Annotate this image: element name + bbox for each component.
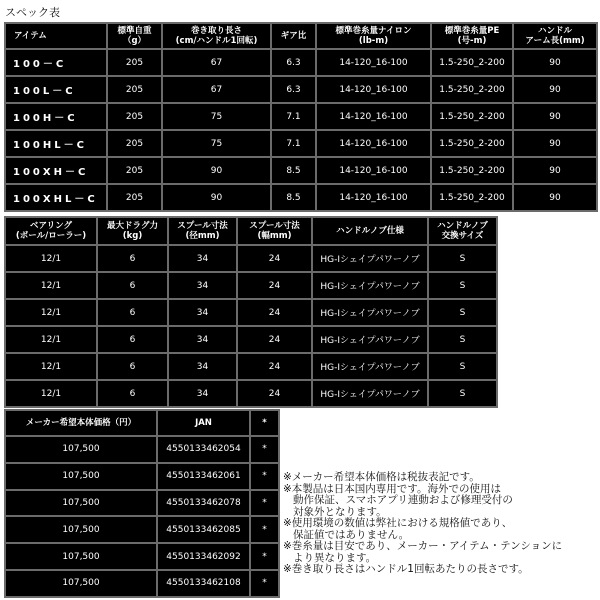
note-line: より異なります。 xyxy=(293,551,377,564)
table-cell: 8.5 xyxy=(271,184,316,211)
table-cell: 12/1 xyxy=(5,380,97,407)
column-header xyxy=(97,217,168,245)
table-cell: 14-120_16-100 xyxy=(316,130,431,157)
table-cell: 100HL－C xyxy=(5,130,107,157)
column-header-line: 標準巻糸量PE xyxy=(444,26,500,36)
note-line: ※巻糸量は目安であり、メーカー・アイテム・テンションに xyxy=(283,540,563,552)
table-row xyxy=(5,103,597,130)
table-cell: 100XHL－C xyxy=(5,184,107,211)
table-cell: * xyxy=(250,490,279,517)
table-cell: HG-Iシェイプパワーノブ xyxy=(312,299,428,326)
table-cell: S xyxy=(428,272,497,299)
table-cell: S xyxy=(428,299,497,326)
table-cell: 8.5 xyxy=(271,157,316,184)
spec-table-reel-parts xyxy=(4,216,498,408)
table-cell: 7.1 xyxy=(271,130,316,157)
table-cell: HG-Iシェイプパワーノブ xyxy=(312,245,428,272)
column-header-line: ベアリング xyxy=(30,221,72,231)
header-row xyxy=(5,23,597,49)
column-header-line: (号-m) xyxy=(457,36,487,46)
table-cell: 24 xyxy=(237,272,312,299)
table-cell: 34 xyxy=(168,272,237,299)
column-header xyxy=(513,23,597,49)
table-cell: 14-120_16-100 xyxy=(316,157,431,184)
table-cell: 14-120_16-100 xyxy=(316,49,431,76)
table-cell: 107,500 xyxy=(5,516,157,543)
column-header-line: (幅mm) xyxy=(257,231,292,241)
table-cell: 1.5-250_2-200 xyxy=(431,76,513,103)
table-row xyxy=(5,326,497,353)
table-cell: 1.5-250_2-200 xyxy=(431,157,513,184)
table-cell: 14-120_16-100 xyxy=(316,76,431,103)
table-cell: 4550133462108 xyxy=(157,570,250,597)
table-cell: 34 xyxy=(168,245,237,272)
table-cell: 34 xyxy=(168,299,237,326)
table-cell: 90 xyxy=(162,157,271,184)
table-row xyxy=(5,49,597,76)
table-cell: 24 xyxy=(237,353,312,380)
table-cell: 205 xyxy=(107,157,162,184)
table-row xyxy=(5,436,279,463)
table-cell: * xyxy=(250,543,279,570)
notes-block xyxy=(283,472,600,576)
table-cell: 67 xyxy=(162,76,271,103)
column-header: * xyxy=(250,410,279,436)
table-cell: 24 xyxy=(237,299,312,326)
table-cell: S xyxy=(428,245,497,272)
note-line: 保証値ではありません。 xyxy=(293,528,410,541)
column-header-line: (lb-m) xyxy=(358,36,389,46)
table-cell: 1.5-250_2-200 xyxy=(431,49,513,76)
column-header xyxy=(107,23,162,49)
column-header-line: (径mm) xyxy=(185,231,220,241)
table-row xyxy=(5,463,279,490)
table-cell: 100L－C xyxy=(5,76,107,103)
column-header-line: スプール寸法 xyxy=(249,221,300,231)
column-header xyxy=(162,23,271,49)
table-cell: 107,500 xyxy=(5,490,157,517)
column-header-line: ハンドルノブ xyxy=(437,221,488,231)
header-row xyxy=(5,217,497,245)
table-cell: 1.5-250_2-200 xyxy=(431,184,513,211)
table-cell: 107,500 xyxy=(5,436,157,463)
column-header xyxy=(312,217,428,245)
table-cell: * xyxy=(250,463,279,490)
table-cell: 90 xyxy=(513,130,597,157)
table-cell: 6 xyxy=(97,299,168,326)
column-header-line: 巻き取り長さ xyxy=(190,26,242,36)
column-header-line: 交換サイズ xyxy=(441,231,484,241)
column-header-line: 標準巻糸量ナイロン xyxy=(335,26,412,36)
column-header-line: ハンドル xyxy=(537,26,572,36)
column-header xyxy=(428,217,497,245)
note-line: ※本製品は日本国内専用です。海外での使用は xyxy=(283,482,501,495)
table-cell: 107,500 xyxy=(5,463,157,490)
column-header xyxy=(5,217,97,245)
table-row xyxy=(5,272,497,299)
table-row xyxy=(5,184,597,211)
table-cell: 14-120_16-100 xyxy=(316,103,431,130)
page-title: スペック表 xyxy=(5,6,60,19)
table-cell: 90 xyxy=(513,103,597,130)
spec-table-main xyxy=(4,22,598,212)
column-header-line: (ボール/ローラー) xyxy=(15,231,87,241)
table-cell: 14-120_16-100 xyxy=(316,184,431,211)
table-cell: 67 xyxy=(162,49,271,76)
column-header xyxy=(271,23,316,49)
table-cell: HG-Iシェイプパワーノブ xyxy=(312,353,428,380)
table-cell: * xyxy=(250,516,279,543)
table-cell: 205 xyxy=(107,130,162,157)
table-cell: 90 xyxy=(513,184,597,211)
table-cell: 4550133462061 xyxy=(157,463,250,490)
table-cell: 6 xyxy=(97,380,168,407)
table-cell: 34 xyxy=(168,353,237,380)
column-header xyxy=(5,23,107,49)
table-cell: HG-Iシェイプパワーノブ xyxy=(312,326,428,353)
table-cell: 12/1 xyxy=(5,245,97,272)
column-header: JAN xyxy=(157,410,250,436)
table-cell: 24 xyxy=(237,245,312,272)
table-cell: 6 xyxy=(97,353,168,380)
table-row xyxy=(5,76,597,103)
table-cell: 12/1 xyxy=(5,299,97,326)
table-cell: 4550133462078 xyxy=(157,490,250,517)
table-cell: 100H－C xyxy=(5,103,107,130)
table-cell: 100XH－C xyxy=(5,157,107,184)
table-row xyxy=(5,516,279,543)
table-cell: 12/1 xyxy=(5,272,97,299)
note-line: ※巻き取り長さはハンドル1回転あたりの長さです。 xyxy=(283,563,529,575)
table-row xyxy=(5,157,597,184)
table-cell: 75 xyxy=(162,130,271,157)
table-cell: 6 xyxy=(97,272,168,299)
column-header-line: アーム長(mm) xyxy=(525,36,585,46)
table-row xyxy=(5,543,279,570)
table-cell: 24 xyxy=(237,380,312,407)
note-line: ※使用環境の数値は弊社における規格値であり、 xyxy=(283,517,513,529)
column-header-line: ギア比 xyxy=(280,31,307,41)
table-row xyxy=(5,299,497,326)
table-cell: 24 xyxy=(237,326,312,353)
table-cell: S xyxy=(428,326,497,353)
header-row xyxy=(5,410,279,436)
note-line: 対象外となります。 xyxy=(293,505,387,518)
column-header-line: ハンドルノブ仕様 xyxy=(336,226,404,236)
column-header-line: アイテム xyxy=(14,31,47,41)
table-cell: 90 xyxy=(513,157,597,184)
table-cell: 12/1 xyxy=(5,353,97,380)
column-header-line: 最大ドラグ力 xyxy=(106,221,158,231)
table-cell: 4550133462092 xyxy=(157,543,250,570)
price-jan-table xyxy=(4,409,280,598)
table-cell: 75 xyxy=(162,103,271,130)
column-header xyxy=(237,217,312,245)
table-cell: 6.3 xyxy=(271,76,316,103)
table-cell: 34 xyxy=(168,380,237,407)
table-cell: 107,500 xyxy=(5,570,157,597)
table-cell: 205 xyxy=(107,49,162,76)
table-cell: HG-Iシェイプパワーノブ xyxy=(312,272,428,299)
column-header xyxy=(316,23,431,49)
table-cell: S xyxy=(428,380,497,407)
column-header-line: (cm/ハンドル1回転) xyxy=(175,36,258,46)
table-row xyxy=(5,380,497,407)
table-cell: 12/1 xyxy=(5,326,97,353)
note-line: 動作保証、スマホアプリ連動および修理受付の xyxy=(293,494,513,506)
table-cell: 205 xyxy=(107,76,162,103)
table-cell: 90 xyxy=(513,49,597,76)
table-cell: 1.5-250_2-200 xyxy=(431,130,513,157)
table-cell: * xyxy=(250,570,279,597)
table-cell: 90 xyxy=(513,76,597,103)
table-cell: 7.1 xyxy=(271,103,316,130)
table-cell: 4550133462054 xyxy=(157,436,250,463)
table-cell: 34 xyxy=(168,326,237,353)
note-line: ※メーカー希望本体価格は税抜表記です。 xyxy=(283,471,480,483)
table-cell: 6 xyxy=(97,326,168,353)
table-cell: HG-Iシェイプパワーノブ xyxy=(312,380,428,407)
column-header xyxy=(431,23,513,49)
table-row xyxy=(5,570,279,597)
table-cell: 205 xyxy=(107,184,162,211)
table-cell: 6.3 xyxy=(271,49,316,76)
table-cell: * xyxy=(250,436,279,463)
table-cell: 1.5-250_2-200 xyxy=(431,103,513,130)
table-cell: 6 xyxy=(97,245,168,272)
column-header-line: 標準自重 xyxy=(117,26,152,36)
column-header xyxy=(168,217,237,245)
table-row xyxy=(5,353,497,380)
table-row xyxy=(5,245,497,272)
table-cell: 4550133462085 xyxy=(157,516,250,543)
column-header-line: スプール寸法 xyxy=(177,221,228,231)
column-header-line: (kg) xyxy=(122,231,143,241)
table-cell: 205 xyxy=(107,103,162,130)
table-cell: 100－C xyxy=(5,49,107,76)
table-cell: 90 xyxy=(162,184,271,211)
column-header-line: （g） xyxy=(122,36,147,46)
column-header: メーカー希望本体価格（円） xyxy=(5,410,157,436)
table-row xyxy=(5,130,597,157)
table-row xyxy=(5,490,279,517)
table-cell: 107,500 xyxy=(5,543,157,570)
table-cell: S xyxy=(428,353,497,380)
